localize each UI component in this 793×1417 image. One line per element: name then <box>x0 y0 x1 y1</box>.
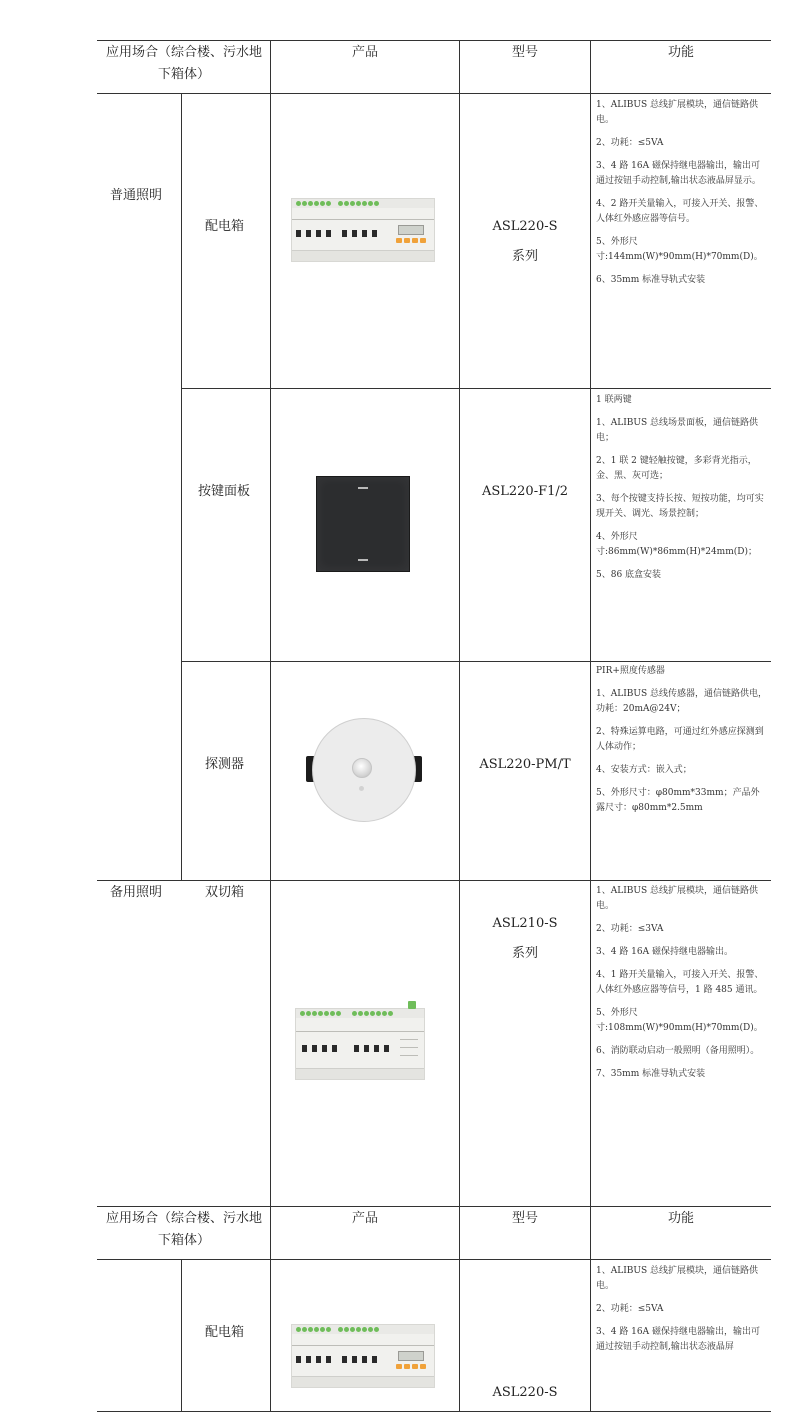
function-item: 2、功耗：≤5VA <box>596 1304 664 1314</box>
function-item: PIR+照度传感器 <box>596 666 665 676</box>
model-series: 系列 <box>511 249 538 264</box>
col-divider-1b <box>181 1259 182 1412</box>
function-item: 1、ALIBUS 总线扩展模块，通信链路供电。 <box>596 1266 758 1291</box>
function-item: 5、外形尺寸:108mm(W)*90mm(H)*70mm(D)。 <box>596 1008 763 1033</box>
function-item: 4、安装方式：嵌入式； <box>596 765 692 775</box>
rule-header2-bottom <box>97 1259 771 1260</box>
function-item: 7、35mm 标准导轨式安装 <box>596 1069 706 1079</box>
function-item: 1、ALIBUS 总线扩展模块，通信链路供电。 <box>596 886 758 911</box>
product-name: 探测器 <box>205 757 245 772</box>
rule-header-bottom <box>97 93 771 94</box>
rule-row3-bottom <box>97 880 771 881</box>
col-divider-1 <box>181 93 182 881</box>
rule-top <box>97 40 771 41</box>
model-number: ASL220-F1/2 <box>481 484 569 499</box>
relay-module-image <box>291 1324 435 1388</box>
product-name: 配电箱 <box>205 219 245 234</box>
header-scene: 应用场合（综合楼、污水地下箱体） <box>105 45 262 82</box>
function-item: 5、外形尺寸:144mm(W)*90mm(H)*70mm(D)。 <box>596 237 763 262</box>
header-function: 功能 <box>667 1211 694 1226</box>
function-item: 3、4 路 16A 磁保持继电器输出，输出可通过按钮手动控制,输出状态液晶屏 <box>596 1327 760 1352</box>
function-item: 2、功耗：≤3VA <box>596 924 664 934</box>
function-list <box>596 1264 768 1363</box>
header-product: 产品 <box>351 45 378 60</box>
function-item: 1、ALIBUS 总线场景面板，通信链路供电； <box>596 418 758 443</box>
model-number: ASL220-PM/T <box>479 757 571 772</box>
function-list <box>596 884 768 1090</box>
col-divider-2 <box>270 40 271 1412</box>
product-name: 配电箱 <box>205 1325 245 1340</box>
header-model: 型号 <box>511 1211 538 1226</box>
relay-module-image <box>291 198 435 262</box>
product-name: 双切箱 <box>205 885 245 900</box>
function-item: 3、每个按键支持长按、短按功能，均可实现开关、调光、场景控制； <box>596 494 764 519</box>
model-series: 系列 <box>511 946 538 961</box>
function-item: 2、功耗：≤5VA <box>596 138 664 148</box>
model-number: ASL220-S <box>492 1385 558 1400</box>
group-backup-lighting: 备用照明 <box>110 885 163 900</box>
function-item: 1 联两键 <box>596 395 632 405</box>
function-item: 3、4 路 16A 磁保持继电器输出，输出可通过按钮手动控制,输出状态液晶屏显示。 <box>596 161 761 186</box>
pir-sensor-image <box>306 718 422 822</box>
key-panel-image <box>316 476 410 572</box>
rule-bottom <box>97 1411 771 1412</box>
function-list <box>596 393 768 591</box>
col-divider-4 <box>590 40 591 1412</box>
header-scene: 应用场合（综合楼、污水地下箱体） <box>105 1211 262 1248</box>
function-list <box>596 664 768 824</box>
function-item: 2、1 联 2 键轻触按键，多彩背光指示，金、黑、灰可选； <box>596 456 757 481</box>
header-product: 产品 <box>351 1211 378 1226</box>
relay-module-image <box>295 1008 425 1080</box>
function-list <box>596 98 768 296</box>
function-item: 4、1 路开关量输入，可接入开关、报警、人体红外感应器等信号，1 路 485 通讯。 <box>596 970 764 995</box>
product-name: 按键面板 <box>198 484 251 499</box>
function-item: 3、4 路 16A 磁保持继电器输出。 <box>596 947 733 957</box>
header-model: 型号 <box>511 45 538 60</box>
function-item: 5、86 底盒安装 <box>596 570 662 580</box>
function-item: 4、2 路开关量输入，可接入开关、报警、人体红外感应器等信号。 <box>596 199 764 224</box>
rule-header2-top <box>97 1206 771 1207</box>
function-item: 1、ALIBUS 总线扩展模块，通信链路供电。 <box>596 100 758 125</box>
function-item: 6、35mm 标准导轨式安装 <box>596 275 706 285</box>
header-function: 功能 <box>667 45 694 60</box>
function-item: 2、特殊运算电路，可通过红外感应探测到人体动作； <box>596 727 764 752</box>
function-item: 6、消防联动启动一般照明（备用照明）。 <box>596 1046 760 1056</box>
model-number: ASL220-S <box>492 219 558 234</box>
model-number: ASL210-S <box>492 916 558 931</box>
function-item: 1、ALIBUS 总线传感器，通信链路供电，功耗：20mA@24V； <box>596 689 767 714</box>
function-item: 5、外形尺寸：φ80mm*33mm；产品外露尺寸：φ80mm*2.5mm <box>596 788 760 813</box>
function-item: 4、外形尺寸:86mm(W)*86mm(H)*24mm(D)； <box>596 532 757 557</box>
group-normal-lighting: 普通照明 <box>110 188 163 203</box>
